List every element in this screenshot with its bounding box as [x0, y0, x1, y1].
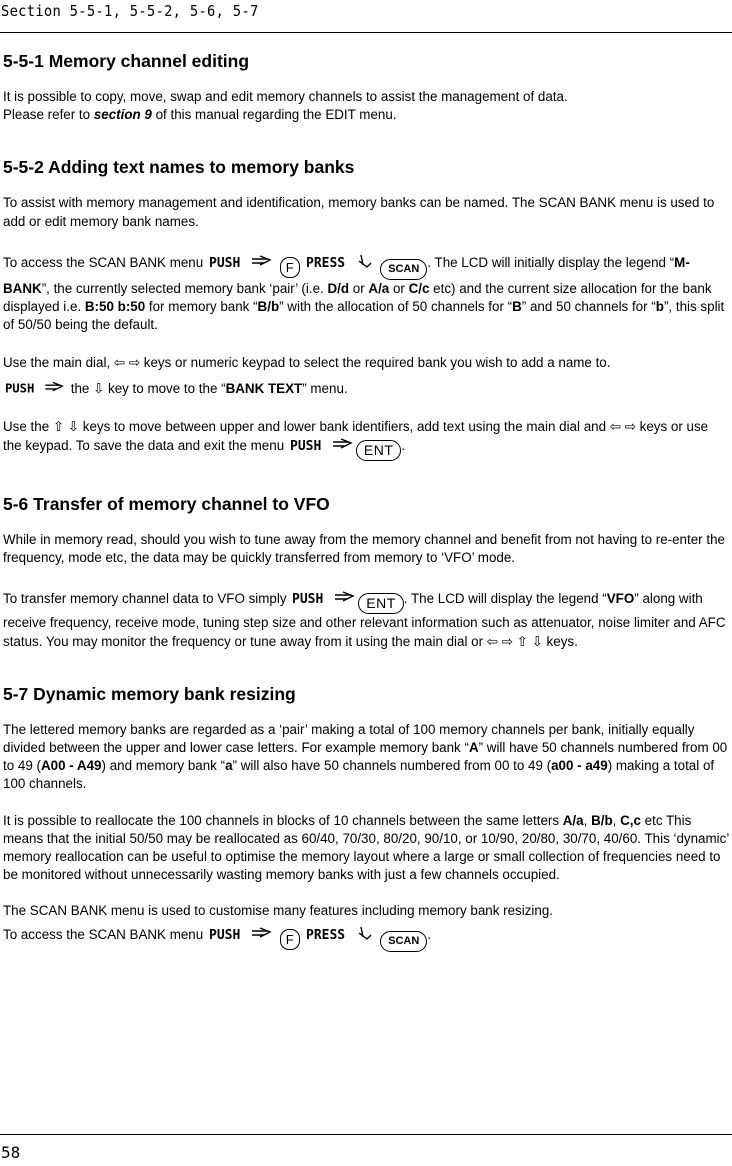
- scan-key-icon: SCAN: [380, 931, 427, 952]
- page-header: [0, 0, 732, 34]
- section-heading: 5-5-1 Memory channel editing: [3, 51, 250, 71]
- paragraph: While in memory read, should you wish to tune away from the memory channel and benefit from not having to re-enter the frequency, mode etc, the data may be quickly transferred from memory to ‘VFO’ mode.: [3, 532, 725, 566]
- svg-text:PUSH: PUSH: [292, 592, 324, 608]
- page-number: 58: [1, 1143, 21, 1162]
- section-5-6: [3, 493, 729, 651]
- press-hand-icon: [305, 925, 375, 943]
- footer-rule: [0, 1134, 732, 1135]
- paragraph: The lettered memory banks are regarded as a ‘pair’ making a total of 100 memory channels per bank, initially equally divided between the upper and lower case letters. For example memory bank “A” will have 50 channels numbered from 00 to 49 (A00 - A49) and memory bank “a” will also have 50 channels numbered from 00 to 49 (a00 - a49) making a total of 100 channels.: [3, 721, 728, 792]
- ent-key-icon: ENT: [356, 440, 402, 461]
- svg-text:PUSH: PUSH: [289, 439, 322, 455]
- paragraph: It is possible to copy, move, swap and edit memory channels to assist the management of data. Please refer to section 9 of this manual regarding the EDIT menu.: [3, 89, 568, 123]
- page-body: [3, 50, 729, 974]
- press-hand-icon: [305, 253, 375, 271]
- paragraph: To access the SCAN BANK menu PUSH F PRESS SCAN .: [3, 925, 729, 952]
- paragraph: PUSH the ⇩ key to move to the “BANK TEXT” menu.: [4, 380, 348, 396]
- section-5-5-1: [3, 50, 729, 124]
- push-hand-icon: [208, 925, 274, 943]
- svg-text:PUSH: PUSH: [4, 381, 35, 396]
- section-5-7: [3, 683, 729, 952]
- svg-text:PUSH: PUSH: [208, 927, 241, 943]
- paragraph: It is possible to reallocate the 100 channels in blocks of 10 channels between the same letters A/a, B/b, C,c etc This means that the initial 50/50 may be reallocated as 60/40, 70/30, 80/20, 90/10, or 10/90, 20/80, 30/70, 40/60. This ‘dynamic’ memory reallocation can be useful to optimise the memory layout where a large or small collection of frequencies need to be monitored without unnecessarily wasting memory banks with just a few channels occupied.: [3, 812, 729, 883]
- push-hand-icon: [289, 436, 355, 454]
- push-hand-icon: [291, 589, 357, 607]
- section-9-reference: section 9: [93, 107, 152, 123]
- svg-text:PRESS: PRESS: [306, 255, 346, 271]
- section-heading: 5-7 Dynamic memory bank resizing: [3, 683, 296, 704]
- push-hand-icon: [4, 379, 66, 397]
- section-reference: Section 5-5-1, 5-5-2, 5-6, 5-7: [1, 2, 259, 20]
- section-5-5-2: [3, 156, 729, 461]
- paragraph: To assist with memory management and identification, memory banks can be named. The SCAN BANK menu is used to add or edit memory bank names.: [3, 195, 715, 229]
- section-heading: 5-6 Transfer of memory channel to VFO: [3, 494, 330, 515]
- ent-key-icon: ENT: [358, 593, 404, 614]
- paragraph: To access the SCAN BANK menu PUSH F PRESS SCAN . The LCD will initially display the legend “M-BANK”, the currently selected memory bank ‘pair’ (i.e. D/d or A/a or C/c etc) and the current size allocation for the bank displayed i.e. B:50 b:50 for memory bank “B/b” with the allocation of 50 channels for “B” and 50 channels for “b”, this split of 50/50 being the default.: [3, 254, 725, 333]
- f-key-icon: F: [280, 257, 300, 278]
- svg-text:PRESS: PRESS: [306, 927, 346, 943]
- paragraph: The SCAN BANK menu is used to customise many features including memory bank resizing.: [3, 903, 553, 919]
- paragraph: To transfer memory channel data to VFO simply PUSH ENT . The LCD will display the legend “VFO” along with receive frequency, receive mode, tuning step size and other relevant information such as attenuator, noise limiter and AFC status. You may monitor the frequency or tune away from it using the main dial or ⇦ ⇨ ⇧ ⇩ keys.: [3, 591, 726, 649]
- push-hand-icon: [208, 253, 274, 271]
- scan-key-icon: SCAN: [380, 259, 427, 280]
- header-rule: [0, 32, 732, 33]
- f-key-icon: F: [280, 929, 300, 950]
- svg-text:PUSH: PUSH: [208, 255, 241, 271]
- paragraph: Use the ⇧ ⇩ keys to move between upper and lower bank identifiers, add text using the main dial and ⇦ ⇨ keys or use the keypad. To save the data and exit the menu PUSH ENT .: [3, 418, 729, 461]
- section-heading: 5-5-2 Adding text names to memory banks: [3, 157, 355, 178]
- paragraph: Use the main dial, ⇦ ⇨ keys or numeric keypad to select the required bank you wish to add a name to.: [3, 355, 611, 371]
